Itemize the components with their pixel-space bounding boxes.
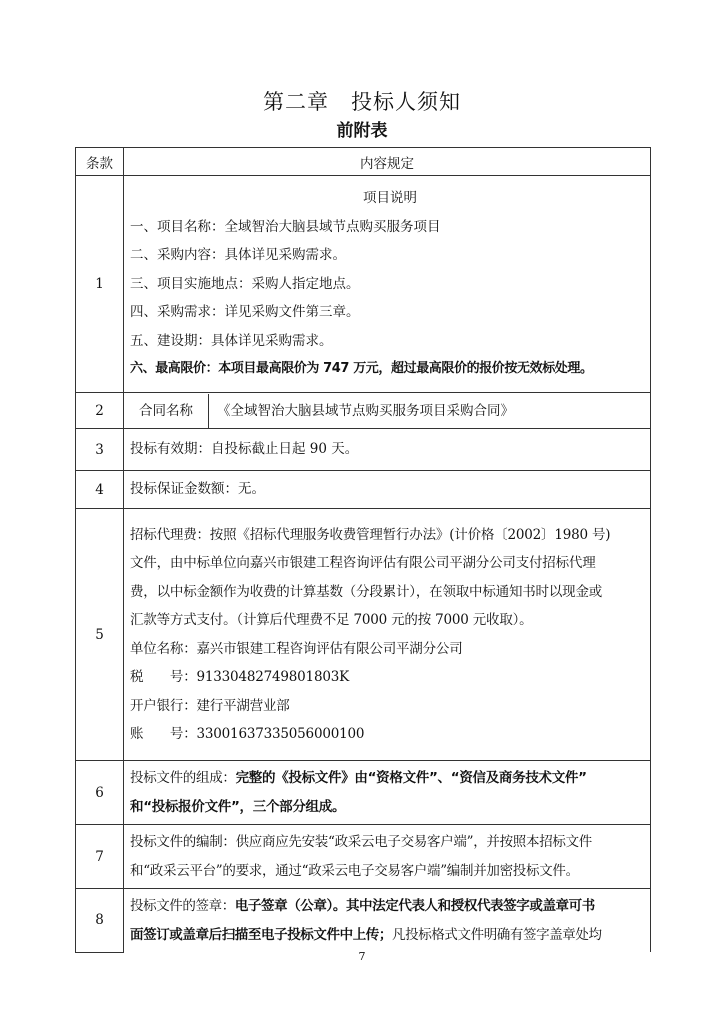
clause-content: 投标保证金数额：无。 (124, 471, 651, 509)
content-bold: 面签订或盖章后扫描至电子投标文件中上传； (130, 926, 392, 943)
content-line: 汇款等方式支付。（计算后代理费不足 7000 元的按 7000 元收取）。 (130, 612, 533, 628)
table-row (76, 393, 651, 429)
content-line: 文件，由中标单位向嘉兴市银建工程咨询评估有限公司平湖分公司支付招标代理 (130, 555, 596, 571)
table-row (76, 471, 651, 509)
content-line: 投标文件的编制：供应商应先安装“政采云电子交易客户端”，并按照本招标文件 (130, 834, 593, 850)
table-header-row (76, 148, 651, 176)
table-row (76, 509, 651, 761)
chapter-title: 第二章 投标人须知 (263, 90, 461, 114)
section-heading: 项目说明 (363, 190, 417, 207)
content-line: 账 号：33001637335056000100 (130, 726, 365, 742)
content-line: 二、采购内容：具体详见采购需求。 (130, 247, 346, 264)
clause-number: 8 (76, 889, 124, 953)
content-line: 一、项目名称：全域智治大脑县域节点购买服务项目 (130, 218, 441, 235)
content-line: 招标代理费：按照《招标代理服务收费管理暂行办法》(计价格〔2002〕1980 号) (130, 526, 611, 543)
content-line: 开户银行：建行平湖营业部 (130, 697, 290, 714)
table-subtitle: 前附表 (336, 121, 388, 141)
content-suffix: 凡投标格式文件明确有签字盖章处均 (392, 926, 602, 943)
content-bold: 完整的《投标文件》由“资格文件”、“资信及商务技术文件” (235, 770, 587, 786)
table-row (76, 889, 651, 953)
clause-number: 5 (76, 509, 124, 761)
clause-number: 2 (76, 393, 124, 429)
page-number: 7 (358, 950, 366, 963)
clause-number: 4 (76, 471, 124, 509)
table-row (76, 761, 651, 825)
content-bold: 电子签章（公章）。其中法定代表人和授权代表签字或盖章可书 (234, 898, 595, 914)
clause-content: 投标有效期：自投标截止日起 90 天。 (124, 429, 651, 471)
content-line: 税 号：91330482749801803K (130, 669, 350, 685)
content-line: 三、项目实施地点：采购人指定地点。 (130, 275, 360, 292)
clause-number: 7 (76, 825, 124, 889)
content-bold: 和“投标报价文件”，三个部分组成。 (130, 798, 346, 815)
contract-name-value: 《全域智治大脑县域节点购买服务项目采购合同》 (217, 402, 514, 419)
clause-content (124, 889, 651, 953)
header-clause: 条款 (76, 148, 124, 176)
content-line: 五、建设期：具体详见采购需求。 (130, 332, 333, 349)
content-line: 和“政采云平台”的要求，通过“政采云电子交易客户端”编制并加密投标文件。 (130, 862, 579, 879)
table-row (76, 429, 651, 471)
contract-name-label: 合同名称 (124, 394, 209, 428)
front-table (75, 147, 651, 953)
clause-content (124, 761, 651, 825)
content-line: 费，以中标金额作为收费的计算基数（分段累计），在领取中标通知书时以现金或 (130, 583, 603, 600)
clause-content (124, 393, 651, 429)
clause-number: 3 (76, 429, 124, 471)
table-row (76, 825, 651, 889)
clause-number: 6 (76, 761, 124, 825)
clause-content (124, 176, 651, 393)
clause-content (124, 825, 651, 889)
content-line: 单位名称：嘉兴市银建工程咨询评估有限公司平湖分公司 (130, 640, 463, 657)
header-content: 内容规定 (124, 148, 651, 176)
clause-content (124, 509, 651, 761)
clause-number: 1 (76, 176, 124, 393)
content-prefix: 投标文件的签章： (130, 898, 235, 914)
content-line: 四、采购需求：详见采购文件第三章。 (130, 304, 360, 321)
max-price-line: 六、最高限价：本项目最高限价为 747 万元，超过最高限价的报价按无效标处理。 (130, 361, 593, 377)
content-prefix: 投标文件的组成： (130, 770, 236, 786)
table-row (76, 176, 651, 393)
